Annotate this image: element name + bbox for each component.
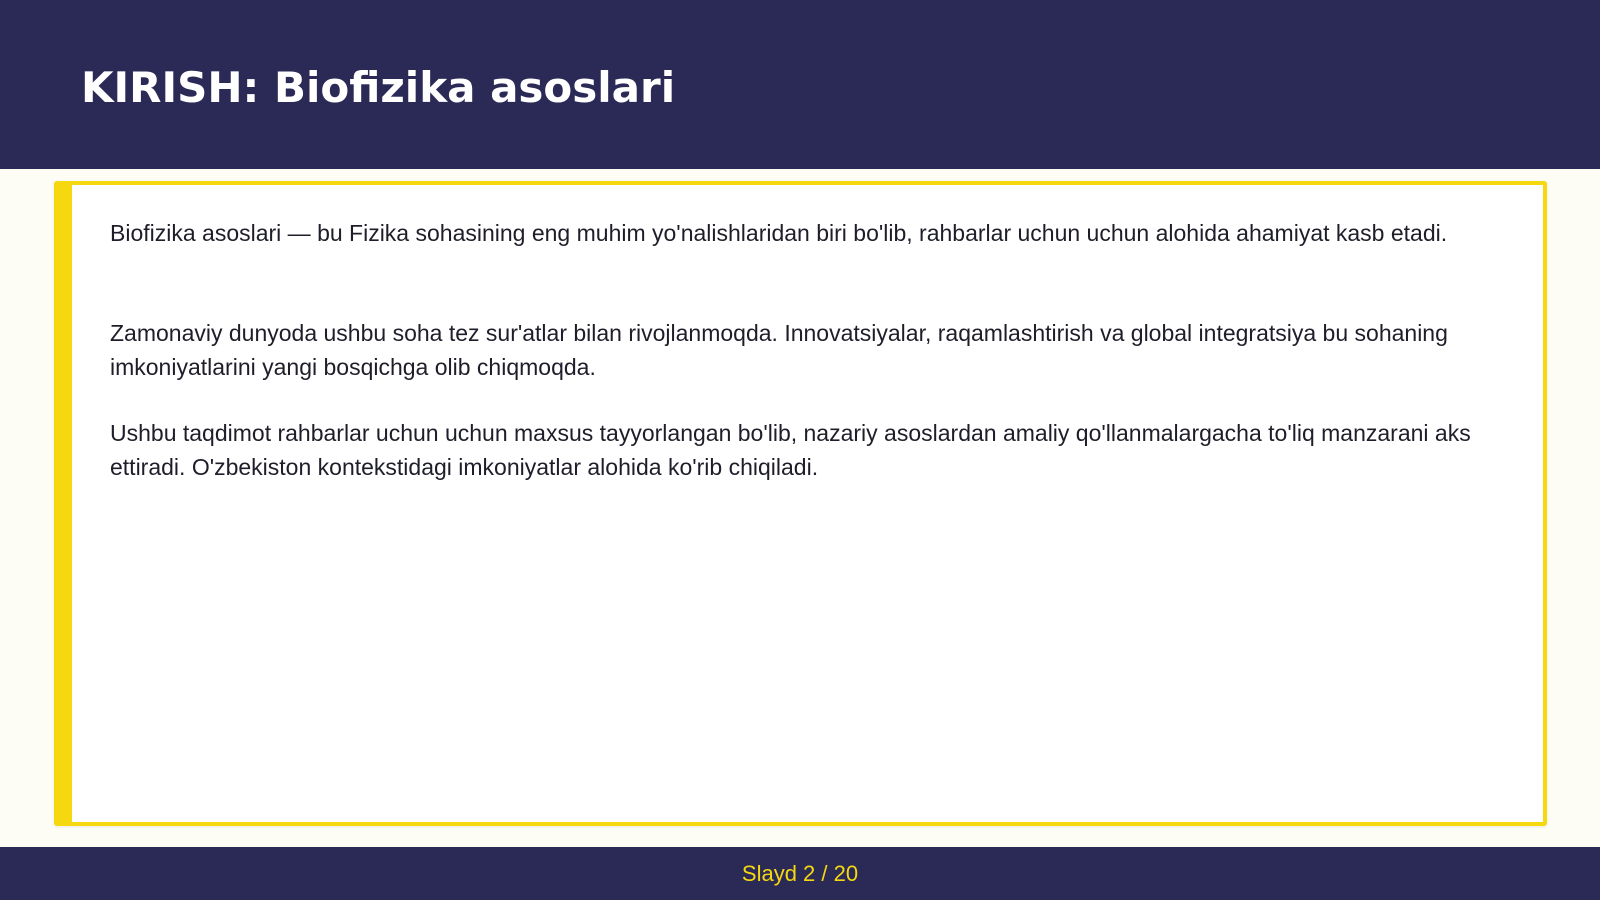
- content-card: [54, 181, 1547, 826]
- paragraph-intro: Biofizika asoslari — bu Fizika sohasining eng muhim yo'nalishlaridan biri bo'lib, rahbarlar uchun uchun alohida ahamiyat kasb etadi.: [110, 220, 1448, 246]
- slide-counter: Slayd 2 / 20: [741, 861, 859, 886]
- paragraph-modern-world: Zamonaviy dunyoda ushbu soha tez sur'atlar bilan rivojlanmoqda. Innovatsiyalar, raqamlashtirish va global integratsiya bu sohaning imkoniyatlarini yangi bosqichga olib chiqmoqda.: [110, 320, 1448, 380]
- paragraph-presentation-purpose: Ushbu taqdimot rahbarlar uchun uchun maxsus tayyorlangan bo'lib, nazariy asoslardan amaliy qo'llanmalargacha to'liq manzarani aks ettiradi. O'zbekiston kontekstidagi imkoniyatlar alohida ko'rib chiqiladi.: [110, 420, 1471, 480]
- slide-title: KIRISH: Biofizika asoslari: [81, 63, 676, 112]
- slide-header: [0, 0, 1600, 169]
- slide-footer: [0, 847, 1600, 900]
